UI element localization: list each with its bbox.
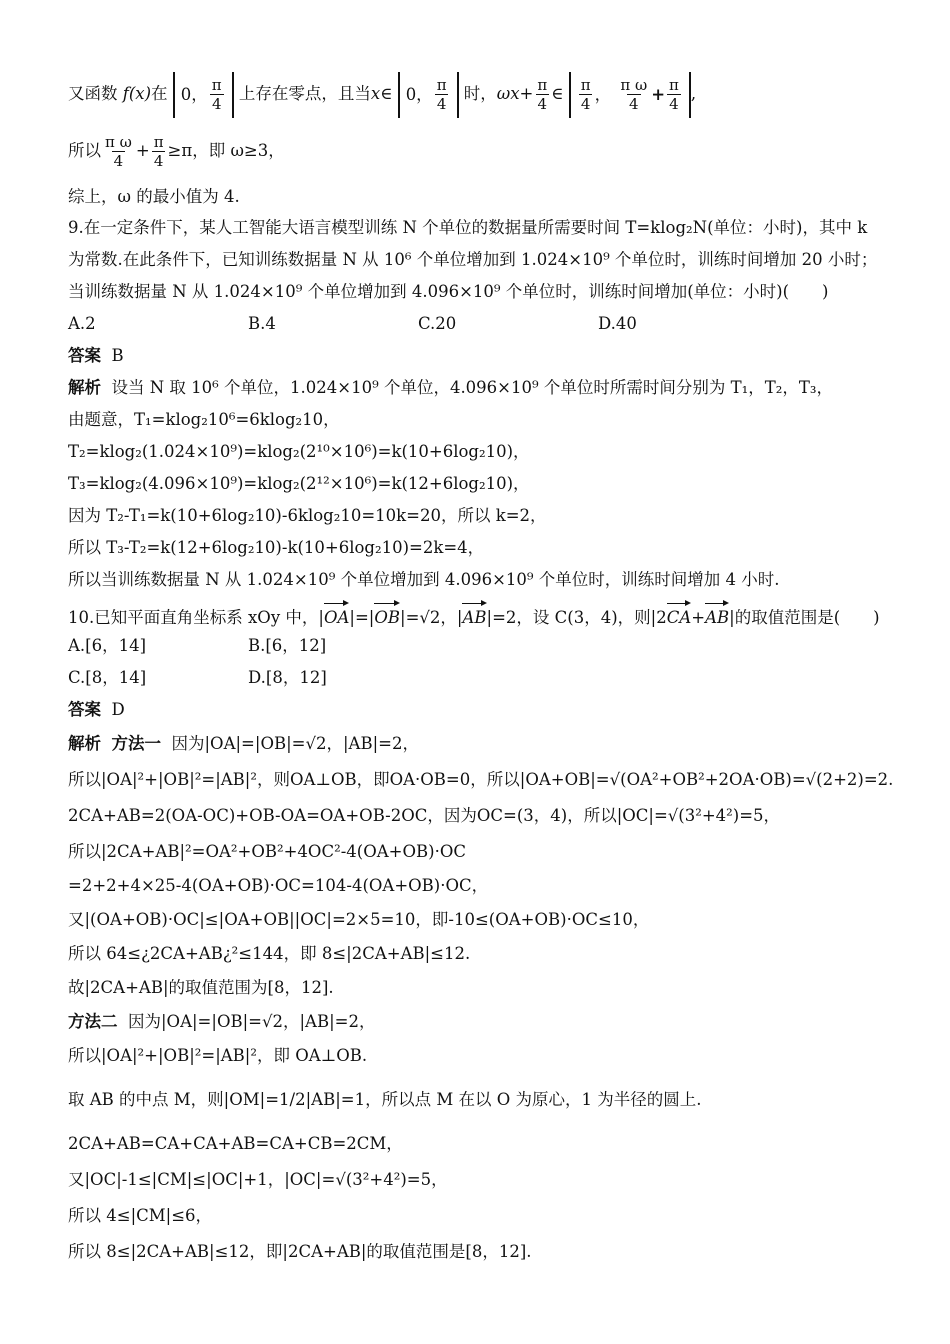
q10-method2-2: 所以|OA|²+|OB|²=|AB|²，即 OA⊥OB. bbox=[68, 1046, 368, 1065]
interval-2 bbox=[398, 72, 459, 118]
vector-ab: AB bbox=[462, 602, 486, 630]
fraction: $\frac{\pi}{4}$ bbox=[436, 76, 447, 113]
q10-method1-7: 所以 64≤¿2CA+AB¿²≤144，即 8≤|2CA+AB|≤12. bbox=[68, 944, 471, 963]
answer-label: 答案 bbox=[68, 700, 101, 719]
q10-option-b: B.[6，12] bbox=[248, 636, 327, 655]
q10-method1-6: 又|(OA+OB)·OC|≤|OA+OB||OC|=2×5=10，即-10≤(OA+OB)·OC≤10， bbox=[68, 910, 650, 929]
q9-stem-3: 当训练数据量 N 从 1.024×10⁹ 个单位增加到 4.096×10⁹ 个单位时，训练时间增加(单位：小时)( ) bbox=[68, 282, 829, 301]
text: 设当 N 取 10⁶ 个单位，1.024×10⁹ 个单位，4.096×10⁹ 个单位时所需时间分别为 T₁，T₂，T₃， bbox=[111, 378, 833, 397]
vector-ob: OB bbox=[374, 602, 400, 630]
q10-method1-4: 所以|2CA+AB|²=OA²+OB²+4OC²-4(OA+OB)·OC bbox=[68, 842, 466, 861]
q9-option-c: C.20 bbox=[418, 314, 457, 333]
text: 因为|OA|=|OB|=√2，|AB|=2， bbox=[128, 1012, 376, 1031]
q10-method1-5: =2+2+4×25-4(OA+OB)·OC=104-4(OA+OB)·OC， bbox=[68, 876, 489, 895]
q10-method1-8: 故|2CA+AB|的取值范围为[8，12]. bbox=[68, 978, 334, 997]
q10-method2-6: 所以 4≤|CM|≤6， bbox=[68, 1206, 213, 1225]
interval-1 bbox=[173, 72, 234, 118]
text: , bbox=[690, 84, 697, 103]
vector-ab: AB bbox=[705, 602, 729, 630]
q9-option-d: D.40 bbox=[598, 314, 637, 333]
q9-stem-2: 为常数.在此条件下，已知训练数据量 N 从 10⁶ 个单位增加到 1.024×10⁹ 个单位时，训练时间增加 20 小时； bbox=[68, 250, 878, 269]
q10-stem bbox=[68, 602, 880, 630]
vector-ca: CA bbox=[667, 602, 692, 630]
q10-option-a: A.[6，14] bbox=[68, 636, 147, 655]
q9-solution-3: T₂=klog₂(1.024×10⁹)=klog₂(2¹⁰×10⁶)=k(10+6log₂10)， bbox=[68, 442, 530, 461]
q9-answer bbox=[68, 344, 124, 368]
q9-solution-6: 所以 T₃-T₂=k(12+6log₂10)-k(10+6log₂10)=2k=4， bbox=[68, 538, 485, 557]
q10-option-d: D.[8，12] bbox=[248, 668, 327, 687]
text: ∈ bbox=[551, 84, 564, 103]
method-label: 方法一 bbox=[111, 734, 161, 753]
q9-solution-1 bbox=[68, 376, 833, 400]
q9-solution-5: 因为 T₂-T₁=k(10+6log₂10)-6klog₂10=10k=20，所以 k=2， bbox=[68, 506, 547, 525]
vector-oa: OA bbox=[324, 602, 349, 630]
text: 又函数 bbox=[68, 84, 118, 103]
q10-method2-7: 所以 8≤|2CA+AB|≤12，即|2CA+AB|的取值范围是[8，12]. bbox=[68, 1242, 532, 1261]
q10-method1-1 bbox=[68, 732, 419, 756]
text: 0， bbox=[405, 84, 433, 104]
text: |=√2，| bbox=[400, 608, 463, 627]
text: 因为|OA|=|OB|=√2，|AB|=2， bbox=[171, 734, 419, 753]
q9-solution-4: T₃=klog₂(4.096×10⁹)=klog₂(2¹²×10⁶)=k(12+6log₂10)， bbox=[68, 474, 530, 493]
solution-label: 解析 bbox=[68, 734, 101, 753]
text: 所以 bbox=[68, 141, 101, 160]
q9-stem-1: 9.在一定条件下，某人工智能大语言模型训练 N 个单位的数据量所需要时间 T=klog₂N(单位：小时)，其中 k bbox=[68, 218, 868, 237]
q10-method2-3: 取 AB 的中点 M，则|OM|=1/2|AB|=1，所以点 M 在以 O 为原心，1 为半径的圆上. bbox=[68, 1090, 702, 1109]
text: ≥π，即 ω≥3， bbox=[167, 141, 285, 160]
q9-option-a: A.2 bbox=[68, 314, 96, 333]
fraction: $\frac{\text{π ω}}{4}$ bbox=[620, 76, 648, 113]
q10-method2-4: 2CA+AB=CA+CA+AB=CA+CB=2CM， bbox=[68, 1134, 403, 1153]
fraction: $\frac{\pi}{4}$ bbox=[211, 76, 222, 113]
q10-method2-5: 又|OC|-1≤|CM|≤|OC|+1，|OC|=√(3²+4²)=5， bbox=[68, 1170, 448, 1189]
text: 在 bbox=[151, 84, 168, 103]
text: 10.已知平面直角坐标系 xOy 中，| bbox=[68, 608, 324, 627]
text: + bbox=[691, 608, 706, 627]
line-omega-min: 综上，ω 的最小值为 4. bbox=[68, 187, 240, 206]
q10-method1-2: 所以|OA|²+|OB|²=|AB|²，则OA⊥OB，即OA·OB=0，所以|OA+OB|=√(OA²+OB²+2OA·OB)=√(2+2)=2. bbox=[68, 770, 894, 789]
text: + bbox=[135, 141, 150, 160]
answer-value: D bbox=[111, 700, 125, 719]
interval-3: $\frac{\pi}{4}$ ， $\frac{\text{π ω}}{4}$ + $\frac{\pi}{4}$ bbox=[569, 72, 691, 118]
fraction: $\frac{\pi}{4}$ bbox=[537, 76, 548, 113]
q10-method2-1 bbox=[68, 1010, 375, 1034]
method-label: 方法二 bbox=[68, 1012, 118, 1031]
fraction: $\frac{\pi}{4}$ bbox=[580, 76, 591, 113]
text: |=2，设 C(3，4)，则|2 bbox=[486, 608, 667, 627]
text: 时， bbox=[463, 84, 497, 103]
text: 0， bbox=[180, 84, 208, 104]
text: ， bbox=[594, 84, 612, 104]
text: 上存在零点，且当 bbox=[238, 84, 371, 103]
q9-option-b: B.4 bbox=[248, 314, 276, 333]
answer-label: 答案 bbox=[68, 346, 101, 365]
var-x: x bbox=[370, 84, 381, 103]
text: ωx+ bbox=[496, 84, 534, 103]
fraction: $\frac{\pi}{4}$ bbox=[153, 133, 164, 170]
line-intro-zero bbox=[68, 70, 696, 118]
func-f: f(x) bbox=[122, 84, 152, 103]
solution-label: 解析 bbox=[68, 378, 101, 397]
text: ∈ bbox=[380, 84, 393, 103]
line-omega-cond bbox=[68, 128, 285, 174]
q10-option-c: C.[8，14] bbox=[68, 668, 147, 687]
q10-method1-3: 2CA+AB=2(OA-OC)+OB-OA=OA+OB-2OC，因为OC=(3，4)，所以|OC|=√(3²+4²)=5， bbox=[68, 806, 781, 825]
q10-answer bbox=[68, 698, 125, 722]
fraction: $\frac{\text{π ω}}{4}$ bbox=[105, 133, 132, 170]
q9-solution-7: 所以当训练数据量 N 从 1.024×10⁹ 个单位增加到 4.096×10⁹ 个单位时，训练时间增加 4 小时. bbox=[68, 570, 780, 589]
q9-solution-2: 由题意，T₁=klog₂10⁶=6klog₂10， bbox=[68, 410, 340, 429]
text: |的取值范围是( ) bbox=[729, 608, 880, 627]
fraction: $\frac{\pi}{4}$ bbox=[669, 76, 679, 113]
text: |=| bbox=[349, 608, 375, 627]
answer-value: B bbox=[111, 346, 124, 365]
